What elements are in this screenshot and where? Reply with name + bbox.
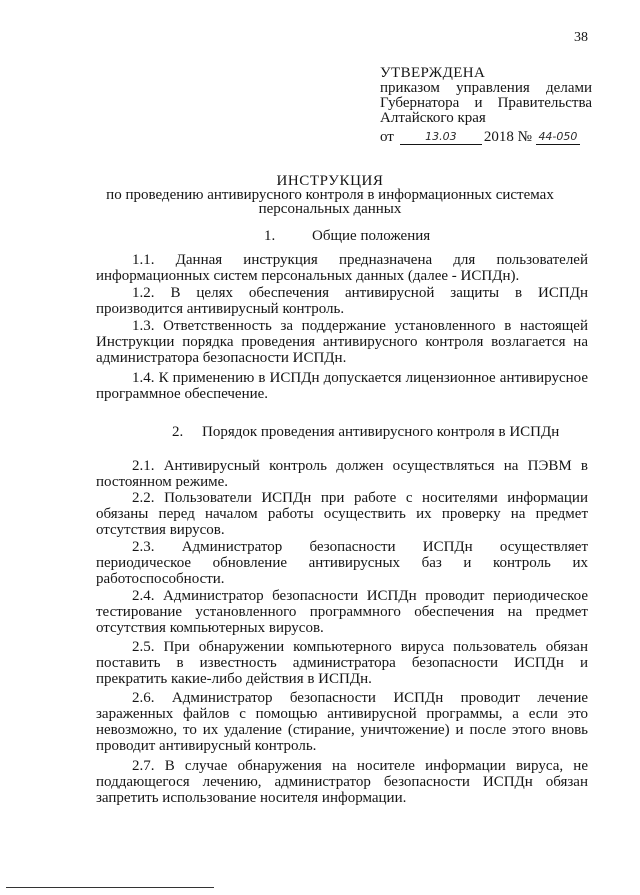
paragraph-1-4: 1.4. К применению в ИСПДн допускается лицензионное антивирусное программное обеспечение.: [96, 370, 588, 402]
paragraph-2-2: 2.2. Пользователи ИСПДн при работе с носителями информации обязаны перед началом работы осуществить их проверку на предмет отсутствия вирусов.: [96, 490, 588, 538]
paragraph-2-3: 2.3. Администратор безопасности ИСПДн осуществляет периодическое обновление антивирусных баз и контроль их работоспособности.: [96, 539, 588, 587]
approval-date-line: [380, 130, 592, 145]
document-title-block: [60, 174, 600, 216]
approval-line-3: Алтайского края: [380, 110, 486, 126]
paragraph-2-7: 2.7. В случае обнаружения на носителе информации вируса, не поддающегося лечению, администратор безопасности ИСПДн обязан запретить использование носителя информации.: [96, 758, 588, 806]
footnote-separator: [6, 887, 214, 888]
section-1-title: Общие положения: [312, 228, 431, 244]
approval-number-handwritten: 44-050: [536, 130, 580, 145]
page-number: 38: [574, 30, 588, 45]
paragraph-1-3: 1.3. Ответственность за поддержание установленного в настоящей Инструкции порядка проведения антивирусного контроля возлагается на администратора безопасности ИСПДн.: [96, 318, 588, 366]
section-2-title: Порядок проведения антивирусного контроля в ИСПДн: [202, 424, 560, 440]
paragraph-1-1: 1.1. Данная инструкция предназначена для пользователей информационных систем персональных данных (далее - ИСПДн).: [96, 252, 588, 284]
paragraph-2-1: 2.1. Антивирусный контроль должен осуществляться на ПЭВМ в постоянном режиме.: [96, 458, 588, 490]
section-1-number: 1.: [264, 228, 276, 244]
approval-stamp: [380, 66, 592, 145]
section-1-heading: [264, 228, 430, 244]
section-2-heading: [172, 424, 559, 440]
paragraph-2-6: 2.6. Администратор безопасности ИСПДн проводит лечение зараженных файлов с помощью антивирусной программы, а если это невозможно, то их удаление (стирание, уничтожение) и после этого вновь проводит антивирусный контроль.: [96, 690, 588, 754]
approval-year: 2018 №: [483, 129, 532, 145]
paragraph-2-4: 2.4. Администратор безопасности ИСПДн проводит периодическое тестирование установленного программного обеспечения на предмет отсутствия компьютерных вирусов.: [96, 588, 588, 636]
approval-date-handwritten: 13.03: [400, 130, 482, 145]
approval-title: УТВЕРЖДЕНА: [380, 65, 486, 81]
approval-date-prefix: от: [380, 129, 394, 145]
document-subtitle-line-1: по проведению антивирусного контроля в информационных системах: [106, 187, 554, 203]
section-2-number: 2.: [172, 424, 184, 440]
approval-line-2: Губернатора и Правительства: [380, 95, 592, 111]
approval-line-1: приказом управления делами: [380, 80, 592, 96]
paragraph-2-5: 2.5. При обнаружении компьютерного вируса пользователь обязан поставить в известность администратора безопасности ИСПДн и прекратить какие-либо действия в ИСПДн.: [96, 639, 588, 687]
document-subtitle-line-2: персональных данных: [258, 201, 402, 217]
document-title: ИНСТРУКЦИЯ: [276, 173, 384, 189]
paragraph-1-2: 1.2. В целях обеспечения антивирусной защиты в ИСПДн производится антивирусный контроль.: [96, 285, 588, 317]
